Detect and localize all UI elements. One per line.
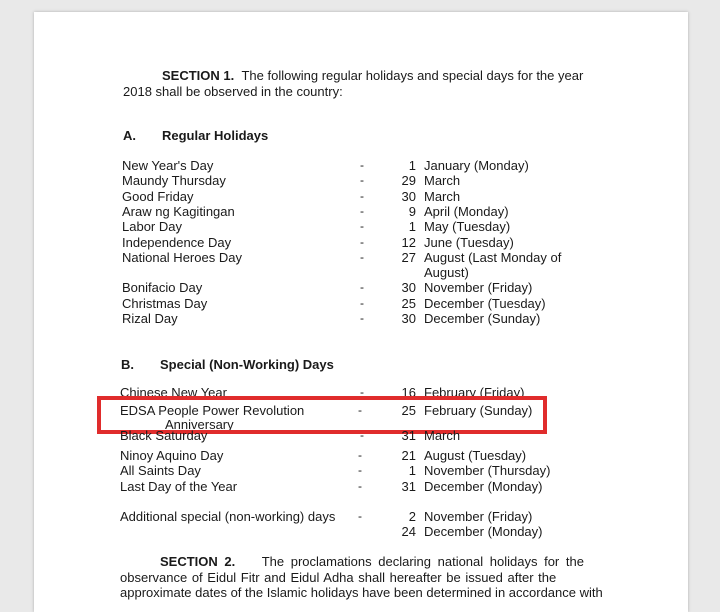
holiday-date: August (Tuesday) — [424, 448, 527, 463]
holiday-date: November (Thursday) — [424, 463, 551, 479]
partial-row-black-saturday: Black Saturday - 31 March — [120, 428, 461, 443]
holiday-day: 1 — [408, 219, 416, 235]
holiday-date: May (Tuesday) — [424, 219, 511, 235]
holiday-day: 31 — [401, 478, 416, 494]
section2-line2: observance of Eidul Fitr and Eidul Adha shall hereafter be issued after the — [120, 570, 557, 585]
additional-days-label: Additional special (non-working) days — [120, 509, 336, 524]
separator-dash: - — [360, 280, 364, 295]
special-title: Special (Non-Working) Days — [160, 357, 334, 372]
separator-dash: - — [360, 219, 364, 234]
highlighted-dash: - — [358, 403, 362, 417]
additional-date-2: December (Monday) — [424, 524, 543, 539]
highlighted-date: February (Sunday) — [424, 403, 533, 418]
regular-letter: A. — [123, 128, 136, 143]
regular-title: Regular Holidays — [162, 128, 269, 143]
section1-text: The following regular holidays and special days for the year — [241, 68, 584, 83]
holiday-name: Ninoy Aquino Day — [120, 448, 224, 463]
section2-line1 — [160, 554, 584, 569]
holiday-date: December (Tuesday) — [424, 295, 546, 311]
holiday-day: 30 — [401, 311, 416, 326]
highlighted-holiday-name-cont: Anniversary — [165, 417, 234, 432]
holiday-day: 25 — [401, 295, 416, 311]
separator-dash: - — [360, 203, 364, 218]
holiday-day: 30 — [401, 188, 416, 204]
holiday-day: 12 — [401, 234, 416, 250]
holiday-name: Independence Day — [122, 234, 232, 250]
holiday-name: Christmas Day — [122, 295, 208, 311]
separator-dash: - — [358, 463, 362, 478]
special-letter: B. — [121, 357, 134, 372]
separator-dash: - — [360, 295, 364, 310]
holiday-name: Rizal Day — [122, 311, 178, 326]
section2-heading: SECTION 2. — [160, 554, 236, 569]
holiday-date: June (Tuesday) — [424, 234, 514, 250]
additional-day-2: 24 — [401, 524, 416, 539]
section1-line2: 2018 shall be observed in the country: — [123, 84, 343, 99]
holiday-name: Good Friday — [122, 188, 194, 204]
section2-text: The proclamations declaring national holidays for the — [261, 554, 584, 569]
holiday-day: 30 — [401, 280, 416, 296]
holiday-day: 1 — [408, 158, 416, 173]
highlighted-holiday-name: EDSA People Power Revolution — [120, 403, 305, 418]
separator-dash: - — [360, 249, 364, 264]
holiday-day: 27 — [401, 249, 416, 265]
section1-heading: SECTION 1. — [162, 68, 235, 83]
separator-dash: - — [360, 311, 364, 325]
holiday-name: Bonifacio Day — [122, 280, 203, 296]
holiday-date: April (Monday) — [424, 203, 509, 219]
holiday-day: 21 — [401, 448, 416, 463]
holiday-name: Araw ng Kagitingan — [122, 203, 235, 219]
holiday-name: New Year's Day — [122, 158, 214, 173]
section1-paragraph — [162, 68, 583, 83]
holiday-date: August (Last Monday of — [424, 249, 562, 265]
separator-dash: - — [360, 188, 364, 203]
section2-line3-partial: approximate dates of the Islamic holidays have been determined in accordance with — [120, 585, 603, 600]
separator-dash: - — [358, 478, 362, 493]
holiday-date: March — [424, 173, 461, 189]
holiday-date: November (Friday) — [424, 280, 533, 296]
separator-dash: - — [360, 234, 364, 249]
holiday-name: Labor Day — [122, 219, 182, 235]
holiday-day: 9 — [408, 203, 416, 219]
holiday-date: January (Monday) — [424, 158, 529, 173]
holiday-day: 1 — [408, 463, 416, 479]
highlighted-day: 25 — [401, 403, 416, 418]
holiday-date: March — [424, 188, 461, 204]
holiday-date: August) — [424, 265, 469, 281]
holiday-name: Last Day of the Year — [120, 478, 238, 494]
separator-dash: - — [360, 158, 364, 172]
holiday-name: All Saints Day — [120, 463, 201, 479]
additional-dash: - — [358, 509, 362, 523]
holiday-day: 29 — [401, 173, 416, 189]
separator-dash: - — [358, 448, 362, 462]
additional-date-1: November (Friday) — [424, 509, 533, 524]
holiday-name: Maundy Thursday — [122, 173, 226, 189]
separator-dash: - — [360, 173, 364, 188]
holiday-name: National Heroes Day — [122, 249, 242, 265]
holiday-date: December (Monday) — [424, 478, 543, 494]
holiday-date: December (Sunday) — [424, 311, 541, 326]
additional-day-1: 2 — [408, 509, 416, 524]
partial-row-chinese-new-year: Chinese New Year - 16 February (Friday) — [120, 385, 525, 400]
